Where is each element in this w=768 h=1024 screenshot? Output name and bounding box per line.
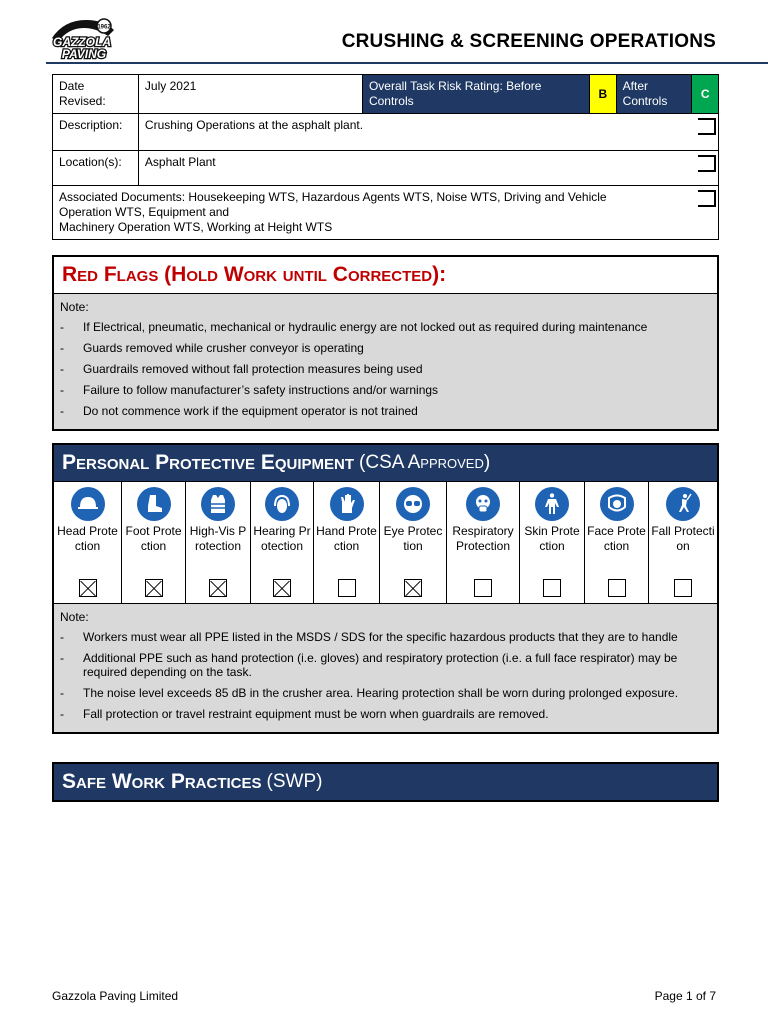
ppe-head-protection <box>54 482 122 603</box>
after-controls-label: After Controls <box>616 75 692 114</box>
logo-year: 1962 <box>97 24 111 31</box>
location-cell <box>138 151 718 186</box>
face-protection-icon <box>600 487 634 521</box>
risk-rating-label: Overall Task Risk Rating: Before Controls <box>362 75 589 114</box>
fall-protection-icon <box>666 487 700 521</box>
ppe-label: High-Vis Protection <box>189 524 247 553</box>
ppe-note-item: - The noise level exceeds 85 dB in the crusher area. Hearing protection shall be worn during prolonged exposure. <box>60 686 711 700</box>
red-flag-item: - Failure to follow manufacturer’s safety instructions and/or warnings <box>60 383 711 397</box>
svg-text:PAVING: PAVING <box>61 47 107 61</box>
ppe-label: Respiratory Protection <box>452 524 514 553</box>
red-flag-item: - If Electrical, pneumatic, mechanical or hydraulic energy are not locked out as required during maintenance <box>60 320 711 334</box>
header-rule <box>46 62 768 64</box>
foot-protection-icon <box>137 487 171 521</box>
hand-protection-icon <box>330 487 364 521</box>
before-rating-badge: B <box>590 75 617 114</box>
ppe-hearing-protection <box>251 482 314 603</box>
ppe-notes <box>54 603 717 732</box>
ppe-grid <box>54 481 717 603</box>
ppe-high-vis <box>186 482 251 603</box>
associated-documents-line: Machinery Operation WTS, Working at Height WTS <box>59 220 333 234</box>
ppe-note-label: Note: <box>60 610 89 624</box>
ppe-fall-protection <box>649 482 717 603</box>
ppe-title-main: Personal Protective Equipment <box>62 451 355 474</box>
ppe-skin-protection <box>520 482 585 603</box>
high-vis-icon <box>201 487 235 521</box>
associated-documents-checkbox[interactable] <box>698 190 716 207</box>
head-protection-icon <box>71 487 105 521</box>
description-checkbox[interactable] <box>698 118 716 135</box>
ppe-title-sub: (CSA Approved) <box>359 452 491 473</box>
ppe-checkbox[interactable] <box>338 579 356 597</box>
ppe-title <box>54 445 717 481</box>
associated-documents-line: Operation WTS, Equipment and <box>59 205 230 219</box>
ppe-eye-protection <box>380 482 447 603</box>
ppe-note-item: - Fall protection or travel restraint equipment must be worn when guardrails are removed. <box>60 707 711 721</box>
ppe-note-item: - Workers must wear all PPE listed in the MSDS / SDS for the specific hazardous products that they are to handle <box>60 630 711 644</box>
ppe-checkbox[interactable] <box>608 579 626 597</box>
hearing-protection-icon <box>265 487 299 521</box>
ppe-label: Hearing Protection <box>253 524 311 553</box>
footer-page-number: Page 1 of 7 <box>654 989 716 1003</box>
ppe-label: Head Protection <box>57 524 118 553</box>
location-checkbox[interactable] <box>698 155 716 172</box>
location-label: Location(s): <box>53 151 139 186</box>
info-table <box>52 74 719 240</box>
swp-section <box>52 762 719 802</box>
associated-documents-line: Associated Documents: Housekeeping WTS, Hazardous Agents WTS, Noise WTS, Driving and Vehicle <box>59 190 607 204</box>
page-header <box>0 0 768 66</box>
footer-company: Gazzola Paving Limited <box>52 989 179 1003</box>
ppe-foot-protection <box>122 482 186 603</box>
red-flag-item: - Do not commence work if the equipment operator is not trained <box>60 404 711 418</box>
eye-protection-icon <box>396 487 430 521</box>
ppe-face-protection <box>585 482 649 603</box>
ppe-checkbox[interactable] <box>474 579 492 597</box>
location-value: Asphalt Plant <box>144 155 216 169</box>
ppe-label: Eye Protection <box>383 524 443 553</box>
associated-documents-cell <box>53 186 719 240</box>
description-cell <box>138 114 718 151</box>
red-flag-item: - Guardrails removed without fall protection measures being used <box>60 362 711 376</box>
description-label: Description: <box>53 114 139 151</box>
ppe-hand-protection <box>314 482 380 603</box>
red-flags-note-label: Note: <box>60 300 89 314</box>
description-value: Crushing Operations at the asphalt plant. <box>144 118 364 132</box>
ppe-checkbox[interactable] <box>404 579 422 597</box>
red-flags-section <box>52 255 719 431</box>
red-flags-title: Red Flags (Hold Work until Corrected): <box>62 263 447 286</box>
ppe-label: Hand Protection <box>316 524 377 553</box>
document-title: CRUSHING & SCREENING OPERATIONS <box>341 31 716 52</box>
respirator-icon <box>466 487 500 521</box>
ppe-section <box>52 443 719 734</box>
ppe-note-item: - Additional PPE such as hand protection (i.e. gloves) and respiratory protection (i.e. a full face respirator) may be required depending on the task. <box>60 651 711 679</box>
skin-protection-icon <box>535 487 569 521</box>
red-flag-item: - Guards removed while crusher conveyor is operating <box>60 341 711 355</box>
ppe-checkbox[interactable] <box>79 579 97 597</box>
ppe-checkbox[interactable] <box>543 579 561 597</box>
swp-title-sub: (SWP) <box>266 771 323 792</box>
ppe-checkbox[interactable] <box>209 579 227 597</box>
swp-title <box>54 764 717 800</box>
swp-title-main: Safe Work Practices <box>62 770 262 793</box>
ppe-respiratory-protection <box>447 482 520 603</box>
after-rating-badge: C <box>692 75 719 114</box>
ppe-checkbox[interactable] <box>145 579 163 597</box>
red-flags-notes <box>54 293 717 429</box>
ppe-label: Fall Protection <box>651 524 715 553</box>
date-revised-value: July 2021 <box>138 75 362 114</box>
svg-text:GAZZOLA: GAZZOLA <box>53 35 111 49</box>
ppe-checkbox[interactable] <box>273 579 291 597</box>
ppe-label: Foot Protection <box>125 524 182 553</box>
ppe-label: Skin Protection <box>524 524 580 553</box>
company-logo <box>46 14 120 64</box>
date-revised-label: Date Revised: <box>53 75 139 114</box>
ppe-label: Face Protection <box>587 524 646 553</box>
ppe-checkbox[interactable] <box>674 579 692 597</box>
